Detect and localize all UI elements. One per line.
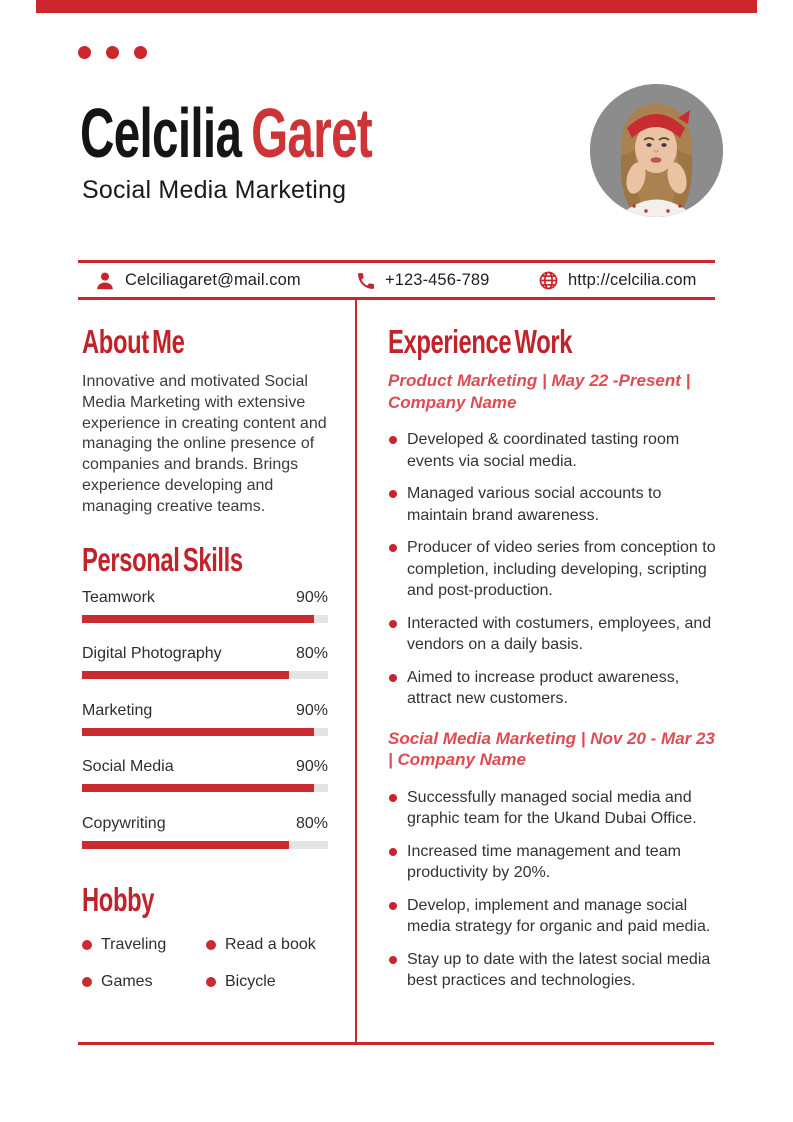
job-bullet [388,613,716,656]
phone-text: +123-456-789 [385,271,490,289]
dot-icon [106,46,119,59]
phone-icon [356,271,376,291]
hobby-item [206,936,328,954]
experience-heading: Experience Work [388,323,573,360]
job-bullet [388,537,716,602]
contact-website [538,266,696,295]
skill-label: Digital Photography [82,645,222,663]
contact-email [94,266,301,295]
skill-bar-track [82,671,328,679]
dot-icon [78,46,91,59]
bottom-accent-line [78,1042,714,1045]
bullet-dot-icon [389,436,397,444]
skill-line [82,701,328,721]
bullet-text: Aimed to increase product awareness, attract new customers. [407,668,680,707]
skill-percent: 80% [295,814,328,832]
job-bullet [388,841,716,884]
hobby-heading: Hobby [82,881,155,919]
top-accent-bar [36,0,757,13]
contact-bar-bottom-line [78,297,715,300]
globe-icon [538,270,559,291]
bullet-text: Stay up to date with the latest social media best practices and technologies. [407,950,711,989]
jobs-list [388,370,716,992]
skill-bar-track [82,784,328,792]
skills-heading: Personal Skills [82,540,243,578]
bullet-text: Producer of video series from conception to completion, including developing, scripting and post-production. [407,539,716,599]
skill-label: Marketing [82,701,153,719]
about-text: Innovative and motivated Social Media Marketing with extensive experience in creating content and managing the online presence of companies and brands. Brings experience developing and managing creative teams. [82,373,327,515]
skill-bar-fill [82,784,314,792]
right-column [388,323,716,1003]
skill-line [82,757,328,777]
left-column [82,323,328,991]
hobby-list [82,936,328,991]
job-bullet [388,667,716,710]
dot-icon [134,46,147,59]
bullet-text: Develop, implement and manage social media strategy for organic and paid media. [407,896,711,935]
contact-bar-top-line [78,260,715,263]
website-text: http://celcilia.com [568,271,697,289]
hobby-label: Bicycle [225,973,276,991]
person-name [80,94,373,172]
job-title: Product Marketing | May 22 -Present | Company Name [388,371,691,412]
hobby-label: Read a book [225,936,316,954]
skill-row [82,588,328,645]
bullet-dot-icon [82,940,92,950]
hobby-label: Traveling [101,936,167,954]
bullet-dot-icon [389,794,397,802]
bullet-text: Increased time management and team productivity by 20%. [407,842,681,881]
skill-bar-track [82,615,328,623]
person-icon [94,270,116,292]
skill-line [82,644,328,664]
job-bullet [388,429,716,472]
bullet-dot-icon [206,940,216,950]
hobby-label: Games [101,973,153,991]
email-text: Celciliagaret@mail.com [125,271,301,289]
skill-bar-fill [82,615,314,623]
portrait-illustration [590,84,723,217]
skill-label: Teamwork [82,588,155,606]
bullet-dot-icon [82,977,92,987]
job-title: Social Media Marketing | Nov 20 - Mar 23 | Company Name [388,728,715,769]
skill-bar-fill [82,728,314,736]
bullet-text: Managed various social accounts to maintain brand awareness. [407,485,662,524]
job-bullet [388,949,716,992]
hobby-item [206,973,328,991]
bullet-text: Developed & coordinated tasting room events via social media. [407,431,680,470]
bullet-text: Interacted with costumers, employees, and vendors on a daily basis. [407,614,712,653]
job-bullet [388,895,716,938]
skill-bar-fill [82,841,289,849]
skill-bar-track [82,841,328,849]
decorative-dots [78,46,147,59]
first-name: Celcilia [80,94,242,172]
job-block [388,728,716,992]
bullet-dot-icon [389,490,397,498]
job-subtitle: Social Media Marketing [82,176,347,204]
skill-label: Copywriting [82,814,166,832]
skill-line [82,814,328,834]
hobby-item [82,973,206,991]
skill-percent: 90% [295,588,328,606]
profile-photo [590,84,723,217]
bullet-dot-icon [389,956,397,964]
bullet-dot-icon [389,902,397,910]
skill-bar-fill [82,671,289,679]
skill-percent: 90% [295,758,328,776]
job-bullet [388,483,716,526]
bullet-dot-icon [389,544,397,552]
skill-label: Social Media [82,758,174,776]
bullet-dot-icon [389,848,397,856]
about-heading: About Me [82,323,185,360]
skills-list [82,588,328,871]
last-name: Garet [251,94,373,172]
skill-row [82,644,328,701]
skill-line [82,588,328,608]
bullet-dot-icon [389,620,397,628]
skill-row [82,757,328,814]
skill-percent: 80% [295,645,328,663]
job-bullet [388,787,716,830]
skill-row [82,701,328,758]
bullet-text: Successfully managed social media and graphic team for the Ukand Dubai Office. [407,788,697,827]
bullet-dot-icon [389,674,397,682]
hobby-item [82,936,206,954]
skill-percent: 90% [295,701,328,719]
job-bullet-list [388,787,716,992]
skill-bar-track [82,728,328,736]
contact-phone [356,266,489,295]
bullet-dot-icon [206,977,216,987]
job-bullet-list [388,429,716,710]
column-divider [355,300,357,1044]
job-block [388,370,716,710]
skill-row [82,814,328,871]
